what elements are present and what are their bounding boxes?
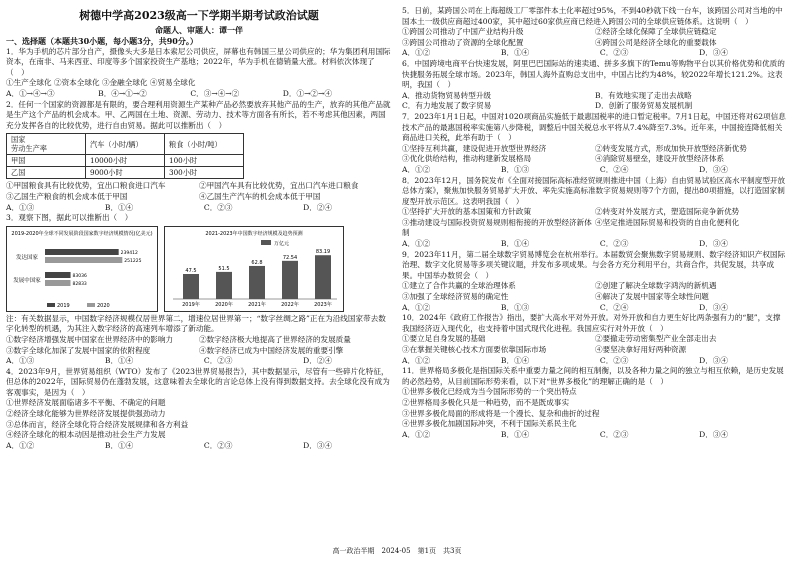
- q4-option-c[interactable]: C．②③: [203, 440, 233, 450]
- chart2-value-label: 62.8: [251, 259, 263, 266]
- q10-items-row2: [402, 345, 788, 356]
- chart2-category-label: 2021年: [248, 301, 266, 308]
- q6-options-row1: [402, 91, 788, 102]
- section-heading: 一、选择题（本题共30小题，每小题3分，共90分。）: [6, 36, 198, 46]
- q11-option-b[interactable]: B．①④: [500, 429, 530, 439]
- q2-options: [6, 203, 392, 214]
- q4-item: ③总体而言，经济全球化符合经济发展规律和各方利益: [6, 419, 189, 429]
- q10-item: ②要撤走劳动密集型产业全部走出去: [595, 334, 717, 344]
- q2-table-cell: 乙国: [7, 167, 86, 179]
- q7-item: ①坚持互利共赢，建设促进开放型世界经济: [402, 143, 547, 153]
- q9-option-c[interactable]: C．②④: [599, 302, 629, 312]
- chart2-title: 2021-2023年中国数字经济规模及趋势预测: [205, 230, 303, 237]
- chart2-legend-swatch: [261, 240, 271, 245]
- q2-items-row1: [6, 181, 392, 192]
- chart1-bar: [45, 257, 122, 263]
- q8-stem: 8．2023年12月，国务院发布《全面对接国际高标准经贸规则推进中国（上海）自由贸易试验区高水平制度型开放总体方案》，聚焦加快服务贸易扩大开放、率先实施高标准数字贸易规则等7个方面，提出80项措施，以打造国家制度型开放示范区。这表明我国（ ）: [402, 175, 786, 206]
- q11-item: ②世界格局多极化只是一种趋势，而不是既成事实: [402, 397, 570, 407]
- chart1-bar: [45, 280, 70, 286]
- q3-chart2-box: [164, 226, 344, 312]
- q2-table-header-car: 汽车（小时/辆）: [86, 134, 165, 155]
- q2-item: ③乙国生产粮食的机会成本低于甲国: [6, 191, 128, 201]
- q3-item: ①数字经济增强发展中国家在世界经济中的影响力: [6, 334, 174, 344]
- q2-table-cell: 9000小时: [86, 167, 165, 179]
- q5-options: [402, 48, 788, 59]
- q10-option-c[interactable]: C．②③: [599, 355, 629, 365]
- q8-option-a[interactable]: A．①②: [402, 239, 431, 249]
- q2-item: ①甲国粮食具有比较优势，宜出口粮食进口汽车: [6, 181, 166, 191]
- chart2-value-label: 72.54: [282, 254, 298, 261]
- q8-items-row1: [402, 207, 788, 218]
- q3-charts: [6, 226, 392, 312]
- q5-item: ④跨国公司是经济全球化的重要载体: [595, 37, 717, 47]
- q4-item: ②经济全球化能够为世界经济发展提供强劲动力: [6, 409, 166, 419]
- q9-stem: 9．2023年11月，第二届全球数字贸易博览会在杭州举行。本届数贸会聚焦数字贸易规则、数字经济知识产权国际治理、数字文化贸易等多项关键议题，并发布多项成果。与会各方充分利用平台，共商合作，共促发展，共享成果。中国举办数贸会（ ）: [402, 249, 786, 280]
- q5-item: ①跨国公司推动了中国产业结构升级: [402, 27, 524, 37]
- chart1-title: 2019-2020年全球不同发展阶段国家数字经济规模情况(亿美元): [11, 230, 153, 237]
- q8-option-b[interactable]: B．①④: [500, 239, 530, 249]
- q2-table: [6, 133, 244, 179]
- chart1-bar: [45, 272, 71, 278]
- q1-option-c[interactable]: C．③→④→②: [190, 88, 240, 98]
- q3-option-c[interactable]: C．②③: [203, 356, 233, 366]
- q6-stem: 6．中国跨境电商平台快速发展，阿里巴巴国际站的速卖通、拼多多旗下的Temu等购物平台以其价格优势和优质的快捷服务拓展全球市场。2023年，韩国人海外直购总支出中，中国占比约为48%，较2022年增长121.2%。这表明，我国（ ）: [402, 58, 785, 90]
- q4-item: ④经济全球化的根本动因是推动社会生产力发展: [6, 430, 166, 440]
- q3-chart1: [7, 227, 157, 311]
- chart1-bar-label: 83036: [72, 273, 87, 279]
- q7-items-row1: [402, 144, 788, 155]
- chart1-bar-label: 239412: [120, 250, 138, 256]
- q1-items: ①生产全球化 ②资本全球化 ③金融全球化 ④贸易全球化: [6, 78, 196, 88]
- q9-option-b[interactable]: B．①③: [500, 302, 530, 312]
- q5-items-row1: [402, 27, 788, 38]
- q11-option-d[interactable]: D．③④: [699, 429, 728, 439]
- q9-items-row2: [402, 292, 788, 303]
- q8-options: [402, 239, 788, 250]
- q3-items-row1: [6, 335, 392, 346]
- q7-item: ③优化供给结构，推动构建新发展格局: [402, 154, 532, 164]
- q11-item: ③世界多极化局面的形成将是一个漫长、复杂和曲折的过程: [402, 408, 600, 418]
- right-column: [402, 6, 788, 440]
- q3-options: [6, 356, 392, 367]
- exam-title: 树德中学高2023级高一下学期半期考试政治试题: [79, 9, 319, 22]
- legend-2020: 2020: [97, 302, 110, 309]
- q6-option-a[interactable]: A．推动货物贸易转型升级: [402, 90, 492, 100]
- q3-option-a[interactable]: A．①③: [6, 356, 35, 366]
- q2-option-c[interactable]: C．②③: [203, 202, 233, 212]
- chart1-bar-label: 251225: [124, 258, 142, 264]
- chart2-value-label: 51.5: [218, 265, 230, 272]
- q8-option-d[interactable]: D．③④: [699, 239, 728, 249]
- q1-option-b[interactable]: B．④→①→②: [98, 88, 147, 98]
- chart1-bar: [45, 249, 119, 255]
- q11-option-a[interactable]: A．①②: [402, 429, 431, 439]
- q1-option-d[interactable]: D．①→②→④: [282, 88, 332, 98]
- q10-items-row1: [402, 334, 788, 345]
- q8-items-row2: [402, 218, 788, 239]
- chart2-value-label: 83.19: [315, 248, 331, 255]
- q10-item: ④要坚决拿好用好两种资源: [595, 345, 687, 354]
- q10-option-b[interactable]: B．①④: [500, 355, 530, 365]
- q5-stem: 5．日前，某跨国公司在上海超级工厂零部件本土化率超过95%，不到40秒就下线一台车，该跨国公司对当地的中国本土一级供应商超过400家，其中超过60家供应商已经进入跨国公司的全球供应链体系。这说明（ ）: [402, 6, 783, 26]
- q3-chart1-box: [6, 226, 158, 312]
- legend-swatch-2019: [47, 303, 55, 307]
- q3-option-b[interactable]: B．①④: [104, 356, 134, 366]
- chart2-bar: [282, 261, 298, 299]
- q6-options-row2: [402, 101, 788, 112]
- q3-chart2: [165, 227, 343, 311]
- q6-option-d[interactable]: D．创新了服务贸易发展机制: [595, 101, 693, 111]
- q7-stem: 7．2023年1月1日起，中国对1020项商品实施低于最惠国税率的进口暂定税率。7月1日起，中国还将对62项信息技术产品的最惠国税率实施第八步降税，调整后中国关税总水平将从7.4%降至7.3%。近年来，中国接连降低相关商品进口关税，此举有助于（ ）: [402, 111, 786, 143]
- chart1-bars: [45, 249, 142, 287]
- q4-option-b[interactable]: B．①④: [104, 440, 134, 450]
- q2-option-a[interactable]: A．①③: [6, 202, 35, 212]
- exam-authors: 命题人、审题人：谭一伴: [155, 25, 243, 35]
- q5-option-a[interactable]: A．①②: [402, 48, 431, 58]
- q10-stem: 10．2024年《政府工作报告》指出，要扩大高水平对外开放。对外开放和自力更生好比两条强有力的“腿”，支撑我国经济迈入现代化，也支持着中国式现代化进程。我国应实行对外开放（ ）: [402, 313, 781, 333]
- q11-stem: 11．世界格局多极化是指国际关系中重要力量之间的相互制衡，以及各种力量之间的独立与相互依赖，是历史发展的必然趋势，从目前国际形势来看，以下对“世界多极化”的理解正确的是（ ）: [402, 366, 784, 386]
- q7-option-a[interactable]: A．①②: [402, 164, 431, 174]
- legend-swatch-2020: [87, 303, 95, 307]
- chart2-category-label: 2023年: [314, 301, 332, 308]
- q9-options: [402, 303, 788, 314]
- q4-option-a[interactable]: A．①②: [6, 440, 35, 450]
- q7-options: [402, 165, 788, 176]
- chart2-bar: [216, 272, 232, 299]
- chart2-category-label: 2020年: [215, 301, 233, 308]
- q1-options: [6, 89, 392, 100]
- q3-item: ②数字经济极大地提高了世界经济的发展质量: [199, 334, 351, 344]
- q4-item: ①世界经济发展面临诸多不平衡、不确定的问题: [6, 398, 166, 408]
- q4-stem: 4．2023年9月，世界贸易组织（WTO）发布了《2023世界贸易报告》，其中数据显示，尽管有一些碎片化特征，但总体的2022年，国际贸易仍在蓬勃发展，这意味着去全球化的言论总体上没有得到数据支持。去全球化没有成为客观事实，是因为（ ）: [6, 366, 390, 397]
- left-column: [6, 6, 392, 451]
- q4-option-d[interactable]: D．③④: [303, 440, 332, 450]
- q4-options: [6, 441, 392, 452]
- chart2-bar: [249, 266, 265, 299]
- q10-item: ①要立足自身发展的基础: [402, 334, 486, 344]
- q7-items-row2: [402, 154, 788, 165]
- chart2-legend: 万亿元: [274, 240, 290, 247]
- chart2-bar: [315, 255, 331, 299]
- q10-option-a[interactable]: A．①②: [402, 355, 431, 365]
- q8-item: ④坚定推进国际贸易和投资的自由化便利化: [595, 217, 740, 227]
- q1-option-a[interactable]: A．①→④→③: [6, 88, 55, 98]
- chart1-bar-label: 82833: [72, 281, 87, 287]
- q7-option-d[interactable]: D．③④: [699, 164, 728, 174]
- q1-stem: 1．华为手机的芯片部分自产，摄像头大多是日本索尼公司供应，屏幕也有韩国三星公司供应的；华为集团利用国际资本，在南非、马来西亚、印度等多个国家投资生产基地；2022年，华为手机在德销量大涨。材料依次体现了（ ）: [6, 46, 391, 77]
- q9-item: ④解决了发展中国家等全球性问题: [595, 292, 709, 302]
- q9-option-a[interactable]: A．①②: [402, 302, 431, 312]
- q8-option-c[interactable]: C．②③: [599, 239, 629, 249]
- q2-stem: 2．任何一个国家的资源都是有限的，要合理利用资源生产某种产品必然要放弃其他产品的生产，放弃的其他产品就是生产这个产品的机会成本。甲、乙两国在土地、资源、劳动力、技术等方面各有所长，若不考虑其他因素，两国充分发挥各自的比较优势，进行自由贸易。据此可以推断出（ ）: [6, 99, 391, 130]
- q10-option-d[interactable]: D．③④: [699, 355, 728, 365]
- page-footer: 高一政治半期 2024-05 第1页 共3页: [332, 547, 462, 555]
- q2-option-d[interactable]: D．②④: [303, 202, 332, 212]
- q2-table-cell: 100小时: [165, 155, 244, 167]
- q11-options: [402, 430, 788, 441]
- q5-items-row2: [402, 38, 788, 49]
- q7-item: ④消除贸易壁垒，建设开放型经济体系: [595, 154, 725, 164]
- q5-option-d[interactable]: D．③④: [699, 48, 728, 58]
- q2-option-b[interactable]: B．①④: [104, 202, 134, 212]
- q2-item: ②甲国汽车具有比较优势，宜出口汽车进口粮食: [199, 181, 359, 191]
- q2-table-header-corner: 国家 劳动生产率: [7, 134, 86, 155]
- q3-option-d[interactable]: D．②④: [303, 356, 332, 366]
- q5-option-c[interactable]: C．②③: [599, 48, 629, 58]
- q3-note: 注：有关数据显示，中国数字经济规模仅居世界第二，增速位居世界第一；“数字丝绸之路”正在为沿线国家带去数字化转型的机遇，为其注入数字经济的高速列车增添了新动能。: [6, 313, 386, 334]
- q5-option-b[interactable]: B．①④: [500, 48, 530, 58]
- q9-option-d[interactable]: D．③④: [699, 302, 728, 312]
- q6-option-b[interactable]: B．有效地实现了走出去战略: [595, 90, 692, 100]
- q10-options: [402, 356, 788, 367]
- q9-item: ①建立了合作共赢的全球治理体系: [402, 281, 516, 291]
- q2-item: ④乙国生产汽车的机会成本低于甲国: [199, 191, 321, 201]
- q8-item: ①坚持扩大开放的基本国策和方针政策: [402, 207, 532, 217]
- q3-stem: 3．观察下图，据此可以推断出（ ）: [6, 213, 133, 223]
- chart1-cat-1: 发展中国家: [13, 277, 41, 284]
- chart2-category-label: 2022年: [281, 301, 299, 308]
- q5-item: ②经济全球化保障了全球供应链稳定: [595, 27, 717, 37]
- q11-item: ①世界多极化已经成为当今国际形势的一个突出特点: [402, 387, 577, 397]
- q11-option-c[interactable]: C．②③: [599, 429, 629, 439]
- chart2-category-label: 2019年: [182, 301, 200, 308]
- chart2-bar: [183, 274, 199, 299]
- q10-item: ③在掌握关键核心技术方面要依靠国际市场: [402, 345, 547, 354]
- q8-item: ③推动建设与国际投资贸易规则相衔接的开放型经济新体制: [402, 217, 592, 238]
- chart2-value-label: 47.5: [185, 267, 197, 274]
- q9-item: ②创建了解决全球数字鸿沟的新机遇: [595, 281, 717, 291]
- legend-2019: 2019: [57, 302, 70, 309]
- q2-table-header-grain: 粮食（小时/吨）: [165, 134, 244, 155]
- q8-item: ②转变对外发展方式，塑造国际竞争新优势: [595, 207, 740, 217]
- q2-table-cell: 10000小时: [86, 155, 165, 167]
- q7-item: ②转变发展方式，形成加快开放型经济新优势: [595, 143, 747, 153]
- q2-table-cell: 甲国: [7, 155, 86, 167]
- q3-item: ④数字经济已成为中国经济发展的重要引擎: [199, 345, 344, 355]
- q9-items-row1: [402, 281, 788, 292]
- q7-option-b[interactable]: B．①③: [500, 164, 530, 174]
- q2-items-row2: [6, 192, 392, 203]
- q6-option-c[interactable]: C．有力地发展了数字贸易: [402, 101, 492, 111]
- q9-item: ③加强了全球经济贸易的确定性: [402, 292, 509, 302]
- chart1-cat-0: 发达国家: [15, 254, 39, 261]
- q3-item: ③数字全球化加深了发展中国家的依附程度: [6, 345, 151, 355]
- q2-table-cell: 300小时: [165, 167, 244, 179]
- q7-option-c[interactable]: C．②④: [599, 164, 629, 174]
- q11-item: ④世界多极化加剧国际冲突，不利于国际关系民主化: [402, 419, 577, 429]
- q5-item: ③跨国公司推动了资源的全球化配置: [402, 37, 524, 47]
- q3-items-row2: [6, 346, 392, 357]
